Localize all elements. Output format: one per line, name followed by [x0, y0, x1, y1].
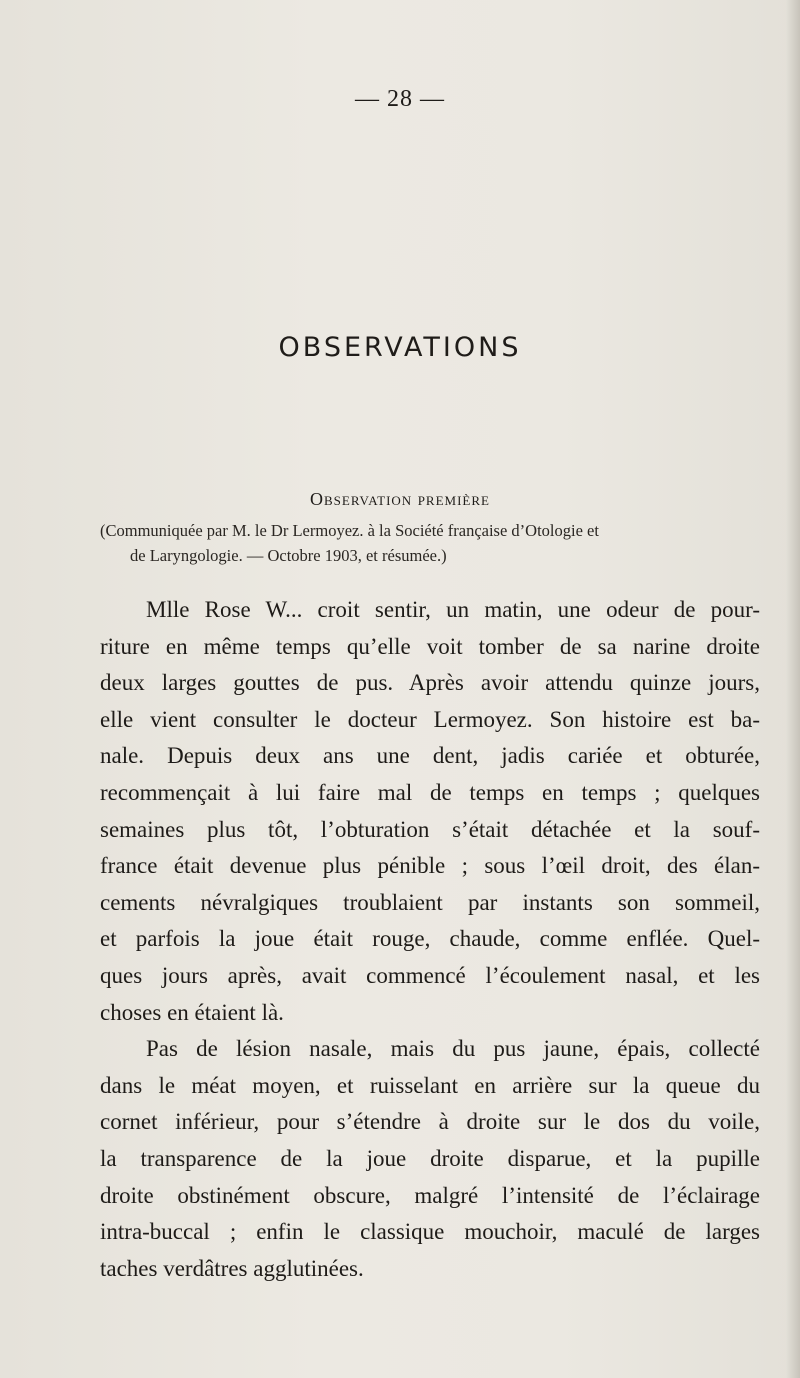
text-line: elle vient consulter le docteur Lermoyez. Son histoire est ba-	[100, 706, 760, 732]
observation-title: Observation première	[310, 489, 490, 509]
text-line: riture en même temps qu’elle voit tomber de sa narine droite	[100, 633, 760, 659]
text-line: choses en étaient là.	[100, 999, 284, 1025]
paragraph-1	[100, 592, 760, 1031]
paragraph-2	[100, 1031, 760, 1287]
text-line: nale. Depuis deux ans une dent, jadis cariée et obturée,	[100, 743, 760, 769]
text-line: la transparence de la joue droite disparue, et la pupille	[100, 1145, 760, 1171]
text-line: Mlle Rose W... croit sentir, un matin, une odeur de pour-	[146, 597, 760, 622]
text-line: cornet inférieur, pour s’étendre à droite sur le dos du voile,	[100, 1109, 760, 1135]
text-line: dans le méat moyen, et ruisselant en arrière sur la queue du	[100, 1072, 760, 1098]
text-line: intra-buccal ; enfin le classique mouchoir, maculé de larges	[100, 1219, 760, 1245]
text-line: et parfois la joue était rouge, chaude, comme enflée. Quel-	[100, 926, 760, 952]
page-edge-shadow	[786, 0, 800, 1378]
text-line: semaines plus tôt, l’obturation s’était détachée et la souf-	[100, 816, 760, 842]
text-line: cements névralgiques troublaient par instants son sommeil,	[100, 889, 760, 915]
page-number: — 28 —	[355, 86, 445, 112]
observation-body	[100, 592, 760, 1287]
note-line: (Communiquée par M. le Dr Lermoyez. à la Société française d’Otologie et	[100, 521, 599, 540]
text-line: deux larges gouttes de pus. Après avoir attendu quinze jours,	[100, 670, 760, 696]
text-line: taches verdâtres agglutinées.	[100, 1255, 364, 1281]
section-heading: OBSERVATIONS	[278, 332, 522, 363]
observation-note	[100, 518, 760, 568]
text-line: Pas de lésion nasale, mais du pus jaune, épais, collecté	[146, 1036, 760, 1062]
text-line: recommençait à lui faire mal de temps en temps ; quelques	[100, 779, 760, 805]
text-line: droite obstinément obscure, malgré l’intensité de l’éclairage	[100, 1182, 760, 1208]
note-line: de Laryngologie. — Octobre 1903, et résumée.)	[130, 546, 447, 565]
text-line: ques jours après, avait commencé l’écoulement nasal, et les	[100, 962, 760, 988]
text-line: france était devenue plus pénible ; sous l’œil droit, des élan-	[100, 853, 760, 879]
